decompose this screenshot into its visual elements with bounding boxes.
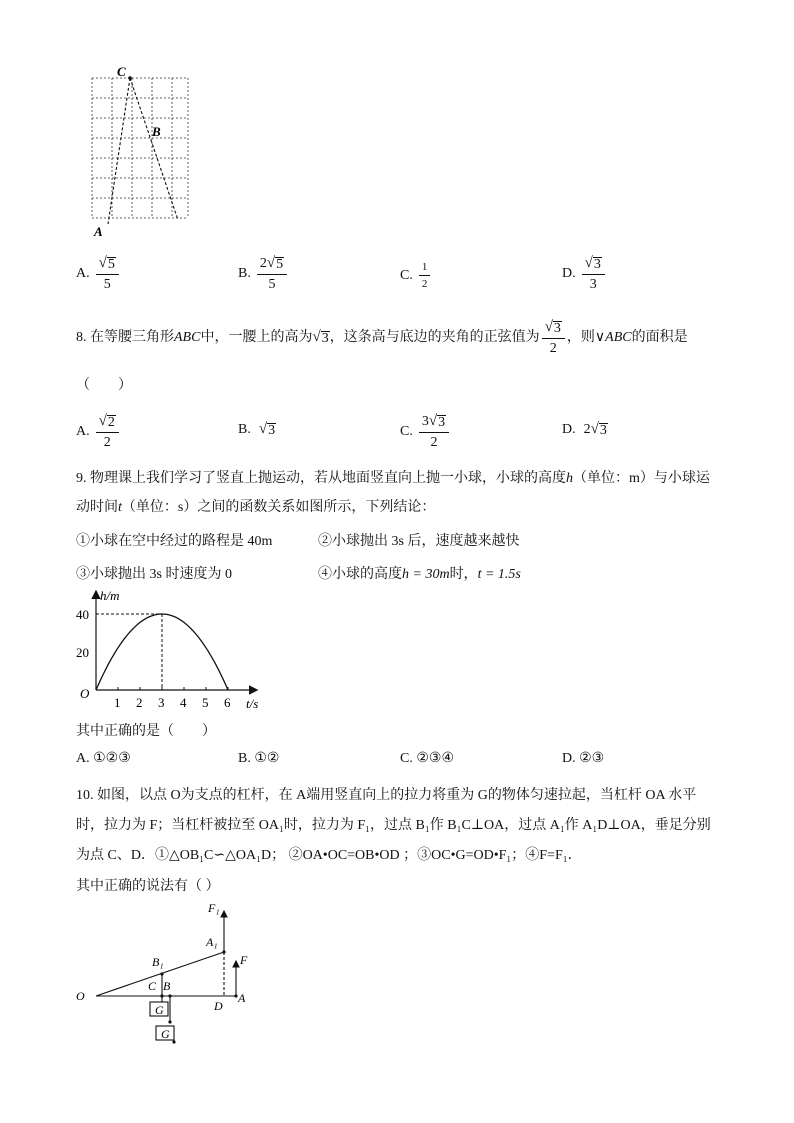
- option-label: D.: [562, 422, 576, 437]
- x-tick-label: 1: [114, 695, 121, 710]
- q8-option-a[interactable]: [76, 414, 119, 450]
- option-label: A.: [76, 266, 90, 281]
- fraction: [419, 262, 431, 290]
- q9-text: （单位：m）与小球运: [573, 471, 710, 486]
- q8-option-c[interactable]: [400, 414, 449, 450]
- q9-text: 时，: [449, 567, 478, 582]
- radicand: 3: [599, 423, 607, 438]
- point-a1: A₁: [206, 935, 218, 949]
- q9-conclusion-4: [318, 563, 521, 583]
- fraction: √ 2 2: [96, 414, 119, 450]
- var-t: t: [118, 500, 122, 515]
- fraction: 2 √ 5 5: [257, 256, 287, 292]
- q8-option-d[interactable]: [562, 422, 608, 438]
- y-tick-label: 40: [76, 607, 89, 622]
- q8-fraction: √ 3 2: [542, 320, 565, 356]
- point-a: A: [238, 991, 246, 1005]
- q7-option-b[interactable]: [238, 256, 287, 292]
- denominator: 2: [549, 341, 557, 356]
- q9-conclusion-1: ①小球在空中经过的路程是 40m: [76, 534, 273, 549]
- q9-option-d[interactable]: D. ②③: [562, 751, 605, 766]
- q10-lever-figure: [76, 898, 266, 1048]
- q9-text: 9. 物理课上我们学习了竖直上抛运动，若从地面竖直向上抛一小球，小球的高度: [76, 471, 566, 486]
- q9-text: ④小球的高度: [318, 567, 402, 582]
- x-tick-label: 2: [136, 695, 143, 710]
- coefficient: 3: [421, 414, 429, 429]
- weight-g-2: G: [161, 1027, 170, 1041]
- option-label: B.: [238, 422, 251, 437]
- x-axis-label: t/s: [246, 696, 259, 711]
- coefficient: 2: [583, 422, 591, 437]
- radicand: 3: [553, 321, 561, 336]
- q8-text: ，这条高与底边的夹角的正弦值为: [329, 330, 540, 345]
- label-a: A: [94, 224, 103, 239]
- weight-g-1: G: [155, 1003, 164, 1017]
- radicand: 3: [438, 415, 446, 430]
- q8-triangle: ∨ABC: [594, 330, 632, 345]
- q7-option-c[interactable]: [400, 262, 430, 290]
- q9-stem-line1: [76, 468, 726, 490]
- denominator: 2: [103, 435, 111, 450]
- point-b: B: [163, 979, 171, 993]
- fraction: √ 5 5: [96, 256, 119, 292]
- q9-option-c[interactable]: C. ②③④: [400, 751, 454, 766]
- q8-blank: （ ）: [76, 378, 132, 393]
- denominator: 2: [421, 278, 428, 290]
- q9-t-value: t = 1.5s: [477, 567, 521, 582]
- point-o: O: [76, 989, 85, 1003]
- option-label: A.: [76, 424, 90, 439]
- radicand: 3: [593, 257, 601, 272]
- q8-stem: [76, 320, 726, 356]
- q10-stem-line3: 为点 C、D．①△OB₁C∽△OA₁D； ②OA•OC=OB•OD ；③OC•G=OD•F₁；④F=F₁．: [76, 848, 582, 863]
- q10-stem-line1: 10. 如图，以点 O为支点的杠杆，在 A端用竖直向上的拉力将重为 G的物体匀速拉起，当杠杆 OA 水平: [76, 788, 697, 803]
- radicand: 5: [107, 257, 115, 272]
- coefficient: 2: [259, 256, 267, 271]
- q9-text: 动时间: [76, 500, 118, 515]
- x-tick-label: 6: [224, 695, 231, 710]
- q10-stem-line2: 时，拉力为 F；当杠杆被拉至 OA₁时，拉力为 F₁，过点 B₁作 B₁C⊥OA，过点 A₁作 A₁D⊥OA，垂足分别: [76, 818, 711, 833]
- point-d: D: [214, 999, 223, 1013]
- radicand: 2: [107, 415, 115, 430]
- q9-option-b[interactable]: B. ①②: [238, 751, 280, 766]
- denominator: 5: [268, 277, 276, 292]
- q8-option-b[interactable]: [238, 422, 276, 438]
- option-label: B.: [238, 266, 251, 281]
- q7-option-a[interactable]: [76, 256, 119, 292]
- sqrt: √ 3: [590, 421, 607, 438]
- option-label: D.: [562, 266, 576, 281]
- sqrt: √ 3: [258, 421, 276, 438]
- label-c: C: [117, 64, 126, 79]
- point-c: C: [148, 979, 157, 993]
- x-tick-label: 3: [158, 695, 165, 710]
- origin-label: O: [80, 686, 90, 701]
- q9-question: 其中正确的是（ ）: [76, 724, 216, 739]
- q9-conclusion-2: ②小球抛出 3s 后，速度越来越快: [318, 534, 520, 549]
- radicand: 3: [268, 423, 276, 438]
- q8-text: 的面积是: [631, 330, 688, 345]
- fraction: √ 3 3: [582, 256, 605, 292]
- q9-chart: [76, 586, 276, 716]
- x-tick-label: 5: [202, 695, 209, 710]
- q7-grid-figure: [86, 64, 196, 240]
- q8-text: 8. 在等腰三角形: [76, 330, 174, 345]
- label-b: B: [152, 124, 161, 139]
- denominator: 2: [430, 435, 438, 450]
- q10-question: 其中正确的说法有（ ）: [76, 879, 220, 894]
- radicand: 3: [321, 331, 329, 346]
- q9-text: （单位：s）之间的函数关系如图所示，下列结论：: [121, 500, 436, 515]
- q9-conclusion-3: ③小球抛出 3s 时速度为 0: [76, 567, 232, 582]
- q9-stem-line2: [76, 497, 726, 519]
- q9-option-a[interactable]: A. ①②③: [76, 751, 131, 766]
- q8-abc: ABC: [174, 330, 201, 345]
- q7-option-d[interactable]: [562, 256, 605, 292]
- x-tick-label: 4: [180, 695, 187, 710]
- numerator: 1: [419, 262, 431, 276]
- radicand: 5: [276, 257, 284, 272]
- option-label: C.: [400, 268, 413, 283]
- point-b1: B₁: [152, 955, 164, 969]
- force-f1: F₁: [208, 901, 220, 915]
- denominator: 3: [589, 277, 597, 292]
- q8-text: 中，一腰上的高为: [200, 330, 313, 345]
- var-h: h: [566, 471, 573, 486]
- denominator: 5: [103, 277, 111, 292]
- y-axis-label: h/m: [100, 588, 120, 603]
- y-tick-label: 20: [76, 645, 89, 660]
- q8-text: ，则: [566, 330, 595, 345]
- option-label: C.: [400, 424, 413, 439]
- q8-sqrt: √ 3: [312, 329, 329, 346]
- force-f: F: [240, 953, 248, 967]
- q9-h-value: h = 30m: [402, 567, 450, 582]
- fraction: 3 √ 3 2: [419, 414, 449, 450]
